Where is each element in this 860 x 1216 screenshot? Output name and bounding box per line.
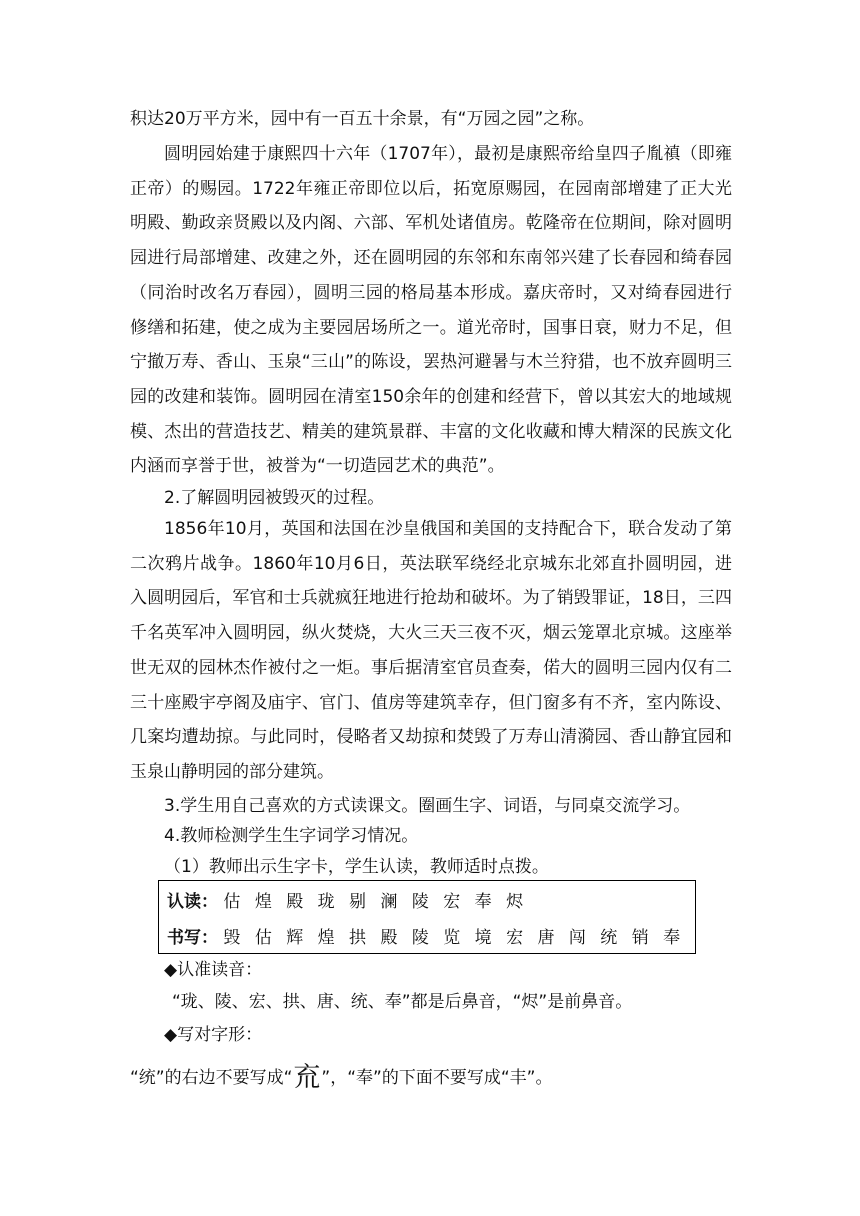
- paragraph-destruction: 1856年10月，英国和法国在沙皇俄国和美国的支持配合下，联合发动了第二次鸦片战争。1860年10月6日，英法联军绕经北京城东北郊直扑圆明园，进入圆明园后，军官和士兵就疯狂地进行抢劫和破坏。为了销毁罪证，18日，三四千名英军冲入圆明园，纵火焚烧，大火三天三夜不灭，烟云笼罩北京城。这座举世无双的园林杰作被付之一炬。事后据清室官员查奏，偌大的圆明三园内仅有二三十座殿宇亭阁及庙宇、官门、值房等建筑幸存，但门窗多有不齐，室内陈设、几案均遭劫掠。与此同时，侵略者又劫掠和焚毁了万寿山清漪园、香山静宜园和玉泉山静明园的部分建筑。: [130, 519, 732, 782]
- shape-glyph: 㐬: [293, 1062, 321, 1093]
- paragraph-continuation: 积达20万平方米，园中有一百五十余景，有“万园之园”之称。: [130, 109, 595, 129]
- heading-teacher-check: 4.教师检测学生生字词学习情况。: [164, 826, 419, 846]
- write-char: 览: [443, 928, 461, 948]
- write-char: 境: [474, 928, 492, 948]
- paragraph-history: 圆明园始建于康熙四十六年（1707年），最初是康熙帝给皇四子胤禛（即雍正帝）的赐园。1722年雍正帝即位以后，拓宽原赐园，在园南部增建了正大光明殿、勤政亲贤殿以及内阁、六部、军机处诸值房。乾隆帝在位期间，除对圆明园进行局部增建、改建之外，还在圆明园的东邻和东南邻兴建了长春园和绮春园（同治时改名万春园），圆明三园的格局基本形成。嘉庆帝时，又对绮春园进行修缮和拓建，使之成为主要园居场所之一。道光帝时，国事日衰，财力不足，但宁撤万寿、香山、玉泉“三山”的陈设，罢热河避暑与木兰狩猎，也不放弃圆明三园的改建和装饰。圆明园在清室150余年的创建和经营下，曾以其宏大的地域规模、杰出的营造技艺、精美的建筑景群、丰富的文化收藏和博大精深的民族文化内涵而享誉于世，被誉为“一切造园艺术的典范”。: [130, 144, 732, 477]
- write-row: [159, 917, 696, 954]
- write-char: 辉: [286, 928, 304, 948]
- read-row: [159, 881, 696, 918]
- write-char: 销: [631, 928, 649, 948]
- character-card-table: [158, 880, 696, 954]
- shape-note-part-1: “统”的右边不要写成“: [130, 1068, 293, 1088]
- write-char: 宏: [506, 928, 524, 948]
- read-char: 奉: [474, 892, 492, 912]
- write-char: 殿: [380, 928, 398, 948]
- write-label: 书写：: [167, 928, 218, 948]
- pronunciation-heading: ◆认准读音：: [164, 960, 263, 980]
- read-char: 陵: [411, 892, 429, 912]
- shape-heading: ◆写对字形：: [164, 1025, 263, 1045]
- read-char: 剔: [349, 892, 367, 912]
- write-char: 统: [600, 928, 618, 948]
- write-char: 拱: [349, 928, 367, 948]
- write-char: 陵: [411, 928, 429, 948]
- read-label: 认读：: [167, 892, 218, 912]
- read-char: 烬: [506, 892, 524, 912]
- write-cell: [159, 917, 696, 954]
- write-char: 毁: [223, 928, 241, 948]
- write-char: 闯: [568, 928, 586, 948]
- pronunciation-note: “珑、陵、宏、拱、唐、统、奉”都是后鼻音，“烬”是前鼻音。: [172, 992, 633, 1012]
- read-char: 估: [223, 892, 241, 912]
- shape-note: [130, 1062, 553, 1093]
- shape-note-part-2: ”，“奉”的下面不要写成“丰”。: [321, 1068, 553, 1088]
- read-char: 珑: [317, 892, 335, 912]
- write-char: 唐: [537, 928, 555, 948]
- step-character-cards: （1）教师出示生字卡，学生认读，教师适时点拨。: [164, 857, 549, 877]
- read-char: 殿: [286, 892, 304, 912]
- read-char: 宏: [443, 892, 461, 912]
- read-cell: [159, 881, 696, 918]
- write-char: 煌: [317, 928, 335, 948]
- heading-reading-activity: 3.学生用自己喜欢的方式读课文。圈画生字、词语，与同桌交流学习。: [164, 796, 691, 816]
- read-char: 煌: [254, 892, 272, 912]
- heading-destruction-process: 2.了解圆明园被毁灭的过程。: [164, 488, 385, 508]
- write-char: 估: [254, 928, 272, 948]
- write-char: 奉: [663, 928, 681, 948]
- read-char: 澜: [380, 892, 398, 912]
